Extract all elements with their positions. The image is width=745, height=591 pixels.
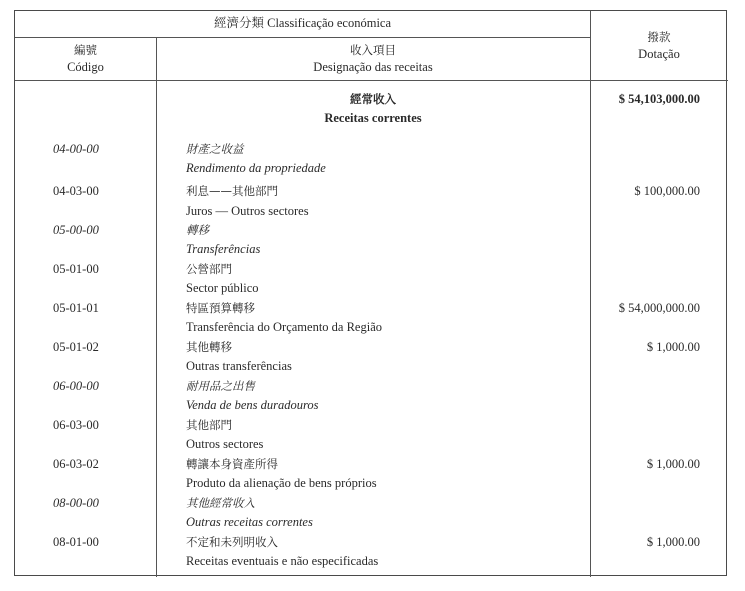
row-desc-zh: 利息——其他部門 (186, 184, 278, 198)
row-desc-pt: Juros — Outros sectores (186, 204, 309, 218)
header-divider-top (15, 37, 590, 38)
designation-header (156, 42, 590, 76)
row-desc-pt: Outras receitas correntes (186, 515, 313, 529)
row-desc-pt: Venda de bens duradouros (186, 398, 319, 412)
row-amount: $ 1,000.00 (646, 340, 700, 354)
row-code: 04-03-00 (53, 184, 99, 198)
allocation-header (590, 29, 728, 63)
row-desc-pt: Transferência do Orçamento da Região (186, 320, 382, 334)
column-divider-amount (590, 11, 591, 577)
allocation-header-zh: 撥款 (647, 30, 671, 44)
row-desc-pt: Sector público (186, 281, 259, 295)
row-desc-pt: Outras transferências (186, 359, 292, 373)
row-code: 08-00-00 (53, 496, 99, 510)
row-desc-zh: 特區預算轉移 (186, 301, 255, 315)
designation-header-pt: Designação das receitas (313, 60, 433, 74)
section-total: $ 54,103,000.00 (618, 92, 700, 106)
row-code: 05-01-00 (53, 262, 99, 276)
row-desc-zh: 轉移 (186, 223, 209, 237)
row-desc-zh: 其他部門 (186, 418, 232, 432)
row-code: 05-01-02 (53, 340, 99, 354)
row-code: 05-00-00 (53, 223, 99, 237)
row-amount: $ 1,000.00 (646, 535, 700, 549)
row-desc-pt: Produto da alienação de bens próprios (186, 476, 377, 490)
row-desc-zh: 其他轉移 (186, 340, 232, 354)
row-desc-zh: 公營部門 (186, 262, 232, 276)
row-desc-pt: Outros sectores (186, 437, 264, 451)
code-header-pt: Código (67, 60, 104, 74)
designation-header-zh: 收入項目 (350, 43, 396, 57)
row-code: 06-03-00 (53, 418, 99, 432)
row-code: 04-00-00 (53, 142, 99, 156)
header-divider-bottom (15, 80, 728, 81)
row-amount: $ 54,000,000.00 (618, 301, 700, 315)
row-code: 06-03-02 (53, 457, 99, 471)
row-desc-pt: Rendimento da propriedade (186, 161, 326, 175)
row-code: 05-01-01 (53, 301, 99, 315)
budget-table (14, 10, 727, 576)
row-desc-zh: 不定和未列明收入 (186, 535, 278, 549)
section-title-pt: Receitas correntes (324, 111, 422, 125)
row-desc-pt: Transferências (186, 242, 261, 256)
code-header-zh: 編號 (74, 43, 97, 57)
row-code: 06-00-00 (53, 379, 99, 393)
classification-title: 經濟分類 Classificação económica (213, 16, 392, 30)
section-title-zh: 經常收入 (350, 92, 396, 106)
row-amount: $ 100,000.00 (634, 184, 700, 198)
row-desc-zh: 財產之收益 (186, 142, 244, 156)
row-desc-zh: 耐用品之出售 (186, 379, 255, 393)
row-desc-pt: Receitas eventuais e não especificadas (186, 554, 379, 568)
code-header (15, 42, 156, 76)
row-amount: $ 1,000.00 (646, 457, 700, 471)
allocation-header-pt: Dotação (638, 47, 680, 61)
row-code: 08-01-00 (53, 535, 99, 549)
row-desc-zh: 其他經常收入 (186, 496, 255, 510)
row-desc-zh: 轉讓本身資產所得 (186, 457, 278, 471)
